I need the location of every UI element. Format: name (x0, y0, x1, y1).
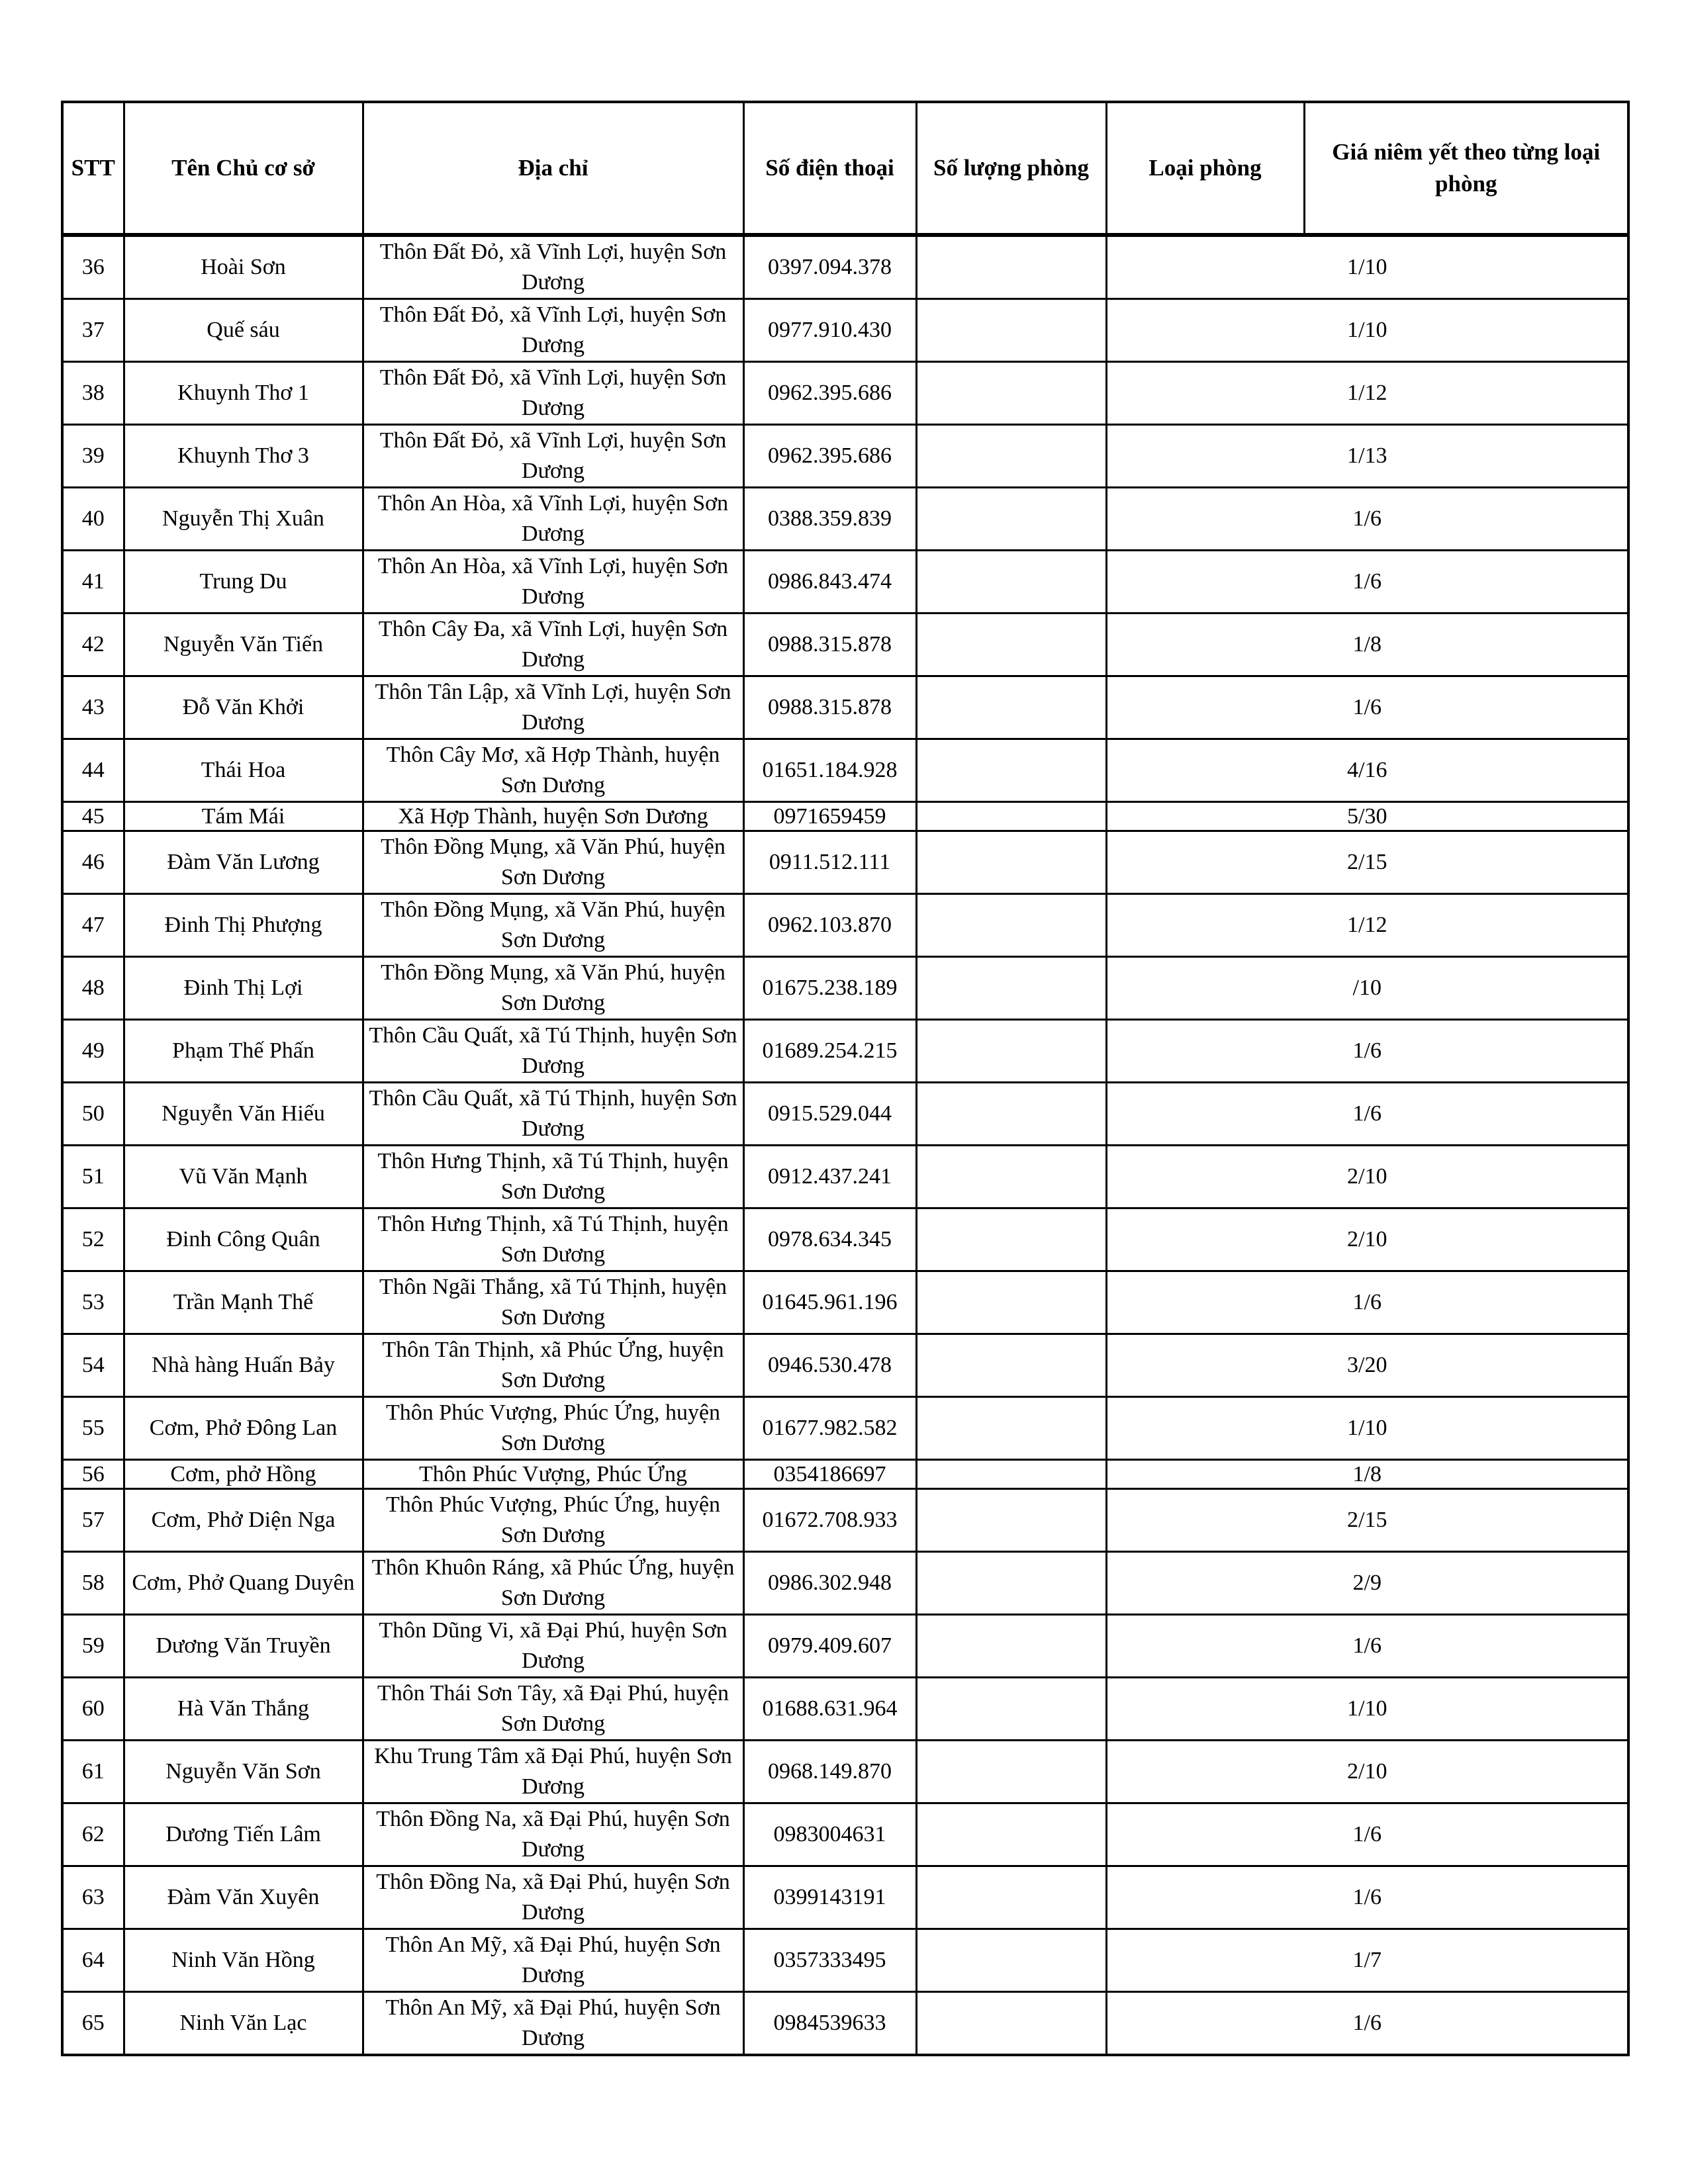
cell-room-count (916, 1678, 1106, 1741)
cell-rooms-price: 1/6 (1106, 551, 1628, 614)
table-row (62, 551, 1628, 614)
cell-address: Thôn An Hòa, xã Vĩnh Lợi, huyện Sơn Dương (363, 488, 743, 551)
cell-owner: Nguyễn Văn Tiến (124, 614, 363, 676)
cell-rooms-price: 1/6 (1106, 1271, 1628, 1334)
cell-rooms-price: 1/6 (1106, 1020, 1628, 1083)
cell-address: Thôn Thái Sơn Tây, xã Đại Phú, huyện Sơn Dương (363, 1678, 743, 1741)
cell-address: Thôn Tân Lập, xã Vĩnh Lợi, huyện Sơn Dương (363, 676, 743, 739)
cell-room-count (916, 802, 1106, 831)
cell-stt: 63 (62, 1866, 124, 1929)
cell-rooms-price: 2/10 (1106, 1208, 1628, 1271)
cell-room-count (916, 831, 1106, 894)
table-row (62, 1741, 1628, 1803)
cell-room-count (916, 362, 1106, 425)
cell-address: Thôn An Mỹ, xã Đại Phú, huyện Sơn Dương (363, 1929, 743, 1992)
cell-address: Thôn Đồng Mụng, xã Văn Phú, huyện Sơn Dương (363, 831, 743, 894)
cell-address: Thôn Đất Đỏ, xã Vĩnh Lợi, huyện Sơn Dương (363, 425, 743, 488)
cell-owner: Ninh Văn Lạc (124, 1992, 363, 2056)
cell-room-count (916, 1866, 1106, 1929)
header-room-count: Số lượng phòng (916, 102, 1106, 235)
cell-owner: Trung Du (124, 551, 363, 614)
cell-stt: 50 (62, 1083, 124, 1146)
cell-owner: Dương Văn Truyền (124, 1615, 363, 1678)
cell-stt: 36 (62, 235, 124, 299)
cell-room-count (916, 1489, 1106, 1552)
table-row (62, 1020, 1628, 1083)
cell-owner: Thái Hoa (124, 739, 363, 802)
table-row (62, 614, 1628, 676)
cell-owner: Tám Mái (124, 802, 363, 831)
cell-phone: 0399143191 (743, 1866, 916, 1929)
accommodation-table (61, 101, 1630, 2056)
cell-owner: Vũ Văn Mạnh (124, 1146, 363, 1208)
table-row (62, 831, 1628, 894)
cell-room-count (916, 676, 1106, 739)
cell-owner: Trần Mạnh Thế (124, 1271, 363, 1334)
cell-phone: 0354186697 (743, 1460, 916, 1489)
cell-phone: 0988.315.878 (743, 676, 916, 739)
cell-room-count (916, 1741, 1106, 1803)
cell-phone: 0979.409.607 (743, 1615, 916, 1678)
cell-stt: 39 (62, 425, 124, 488)
cell-stt: 55 (62, 1397, 124, 1460)
cell-room-count (916, 1615, 1106, 1678)
header-stt: STT (62, 102, 124, 235)
cell-owner: Đinh Thị Lợi (124, 957, 363, 1020)
cell-room-count (916, 1083, 1106, 1146)
table-row (62, 1678, 1628, 1741)
cell-rooms-price: /10 (1106, 957, 1628, 1020)
cell-owner: Phạm Thế Phấn (124, 1020, 363, 1083)
cell-room-count (916, 235, 1106, 299)
cell-rooms-price: 3/20 (1106, 1334, 1628, 1397)
table-row (62, 1460, 1628, 1489)
cell-rooms-price: 1/10 (1106, 299, 1628, 362)
cell-stt: 57 (62, 1489, 124, 1552)
cell-room-count (916, 1992, 1106, 2056)
cell-stt: 53 (62, 1271, 124, 1334)
cell-stt: 61 (62, 1741, 124, 1803)
cell-owner: Cơm, Phở Quang Duyên (124, 1552, 363, 1615)
cell-address: Thôn Đồng Mụng, xã Văn Phú, huyện Sơn Dương (363, 957, 743, 1020)
cell-stt: 41 (62, 551, 124, 614)
cell-room-count (916, 1552, 1106, 1615)
table-row (62, 802, 1628, 831)
cell-room-count (916, 1208, 1106, 1271)
cell-address: Thôn Cây Mơ, xã Hợp Thành, huyện Sơn Dương (363, 739, 743, 802)
cell-owner: Đỗ Văn Khởi (124, 676, 363, 739)
cell-room-count (916, 1803, 1106, 1866)
cell-phone: 01688.631.964 (743, 1678, 916, 1741)
cell-room-count (916, 1146, 1106, 1208)
cell-room-count (916, 488, 1106, 551)
cell-address: Thôn Cầu Quất, xã Tú Thịnh, huyện Sơn Dương (363, 1020, 743, 1083)
cell-phone: 01675.238.189 (743, 957, 916, 1020)
cell-owner: Nhà hàng Huấn Bảy (124, 1334, 363, 1397)
cell-address: Thôn Cầu Quất, xã Tú Thịnh, huyện Sơn Dương (363, 1083, 743, 1146)
cell-rooms-price: 1/6 (1106, 1803, 1628, 1866)
cell-phone: 0984539633 (743, 1992, 916, 2056)
table-row (62, 425, 1628, 488)
cell-owner: Nguyễn Văn Hiếu (124, 1083, 363, 1146)
cell-address: Thôn Phúc Vượng, Phúc Ứng, huyện Sơn Dương (363, 1397, 743, 1460)
cell-owner: Khuynh Thơ 1 (124, 362, 363, 425)
cell-phone: 0397.094.378 (743, 235, 916, 299)
cell-room-count (916, 1020, 1106, 1083)
cell-phone: 0912.437.241 (743, 1146, 916, 1208)
cell-rooms-price: 2/15 (1106, 831, 1628, 894)
cell-room-count (916, 614, 1106, 676)
cell-stt: 59 (62, 1615, 124, 1678)
cell-rooms-price: 1/6 (1106, 1866, 1628, 1929)
cell-address: Thôn Hưng Thịnh, xã Tú Thịnh, huyện Sơn Dương (363, 1208, 743, 1271)
cell-address: Khu Trung Tâm xã Đại Phú, huyện Sơn Dương (363, 1741, 743, 1803)
cell-rooms-price: 1/7 (1106, 1929, 1628, 1992)
cell-phone: 0962.103.870 (743, 894, 916, 957)
cell-rooms-price: 1/6 (1106, 1615, 1628, 1678)
cell-stt: 46 (62, 831, 124, 894)
cell-owner: Khuynh Thơ 3 (124, 425, 363, 488)
header-phone: Số điện thoại (743, 102, 916, 235)
cell-owner: Cơm, Phở Đông Lan (124, 1397, 363, 1460)
table-row (62, 1397, 1628, 1460)
table-row (62, 362, 1628, 425)
cell-address: Thôn Hưng Thịnh, xã Tú Thịnh, huyện Sơn Dương (363, 1146, 743, 1208)
table-row (62, 1083, 1628, 1146)
cell-stt: 42 (62, 614, 124, 676)
cell-address: Thôn Phúc Vượng, Phúc Ứng, huyện Sơn Dương (363, 1489, 743, 1552)
cell-rooms-price: 2/9 (1106, 1552, 1628, 1615)
cell-room-count (916, 894, 1106, 957)
cell-stt: 64 (62, 1929, 124, 1992)
cell-phone: 0962.395.686 (743, 362, 916, 425)
table-row (62, 1208, 1628, 1271)
cell-address: Thôn Đất Đỏ, xã Vĩnh Lợi, huyện Sơn Dương (363, 235, 743, 299)
cell-owner: Cơm, Phở Diện Nga (124, 1489, 363, 1552)
cell-rooms-price: 5/30 (1106, 802, 1628, 831)
cell-room-count (916, 551, 1106, 614)
table-row (62, 1803, 1628, 1866)
cell-rooms-price: 1/10 (1106, 235, 1628, 299)
cell-owner: Đàm Văn Xuyên (124, 1866, 363, 1929)
cell-phone: 01645.961.196 (743, 1271, 916, 1334)
cell-phone: 0968.149.870 (743, 1741, 916, 1803)
header-listed-price: Giá niêm yết theo từng loại phòng (1304, 102, 1628, 235)
cell-room-count (916, 299, 1106, 362)
cell-rooms-price: 1/6 (1106, 1083, 1628, 1146)
table-row (62, 299, 1628, 362)
cell-phone: 0986.843.474 (743, 551, 916, 614)
table-row (62, 676, 1628, 739)
cell-phone: 0977.910.430 (743, 299, 916, 362)
cell-phone: 0911.512.111 (743, 831, 916, 894)
cell-room-count (916, 425, 1106, 488)
cell-stt: 40 (62, 488, 124, 551)
cell-address: Thôn An Mỹ, xã Đại Phú, huyện Sơn Dương (363, 1992, 743, 2056)
cell-rooms-price: 1/13 (1106, 425, 1628, 488)
cell-room-count (916, 1460, 1106, 1489)
cell-address: Thôn Đồng Na, xã Đại Phú, huyện Sơn Dương (363, 1803, 743, 1866)
cell-rooms-price: 1/10 (1106, 1397, 1628, 1460)
table-row (62, 488, 1628, 551)
table-row (62, 1146, 1628, 1208)
table-row (62, 1489, 1628, 1552)
cell-stt: 47 (62, 894, 124, 957)
cell-stt: 43 (62, 676, 124, 739)
table-row (62, 235, 1628, 299)
cell-owner: Đàm Văn Lương (124, 831, 363, 894)
cell-address: Thôn An Hòa, xã Vĩnh Lợi, huyện Sơn Dương (363, 551, 743, 614)
cell-address: Thôn Phúc Vượng, Phúc Ứng (363, 1460, 743, 1489)
cell-phone: 0971659459 (743, 802, 916, 831)
cell-phone: 0946.530.478 (743, 1334, 916, 1397)
cell-rooms-price: 4/16 (1106, 739, 1628, 802)
cell-phone: 01677.982.582 (743, 1397, 916, 1460)
header-room-type: Loại phòng (1106, 102, 1304, 235)
cell-phone: 0915.529.044 (743, 1083, 916, 1146)
cell-owner: Ninh Văn Hồng (124, 1929, 363, 1992)
header-address: Địa chỉ (363, 102, 743, 235)
table-row (62, 1334, 1628, 1397)
cell-stt: 52 (62, 1208, 124, 1271)
cell-stt: 54 (62, 1334, 124, 1397)
cell-address: Thôn Tân Thịnh, xã Phúc Ứng, huyện Sơn Dương (363, 1334, 743, 1397)
cell-stt: 48 (62, 957, 124, 1020)
cell-stt: 56 (62, 1460, 124, 1489)
cell-rooms-price: 1/8 (1106, 614, 1628, 676)
cell-phone: 01672.708.933 (743, 1489, 916, 1552)
cell-rooms-price: 1/6 (1106, 488, 1628, 551)
table-row (62, 1992, 1628, 2056)
cell-owner: Nguyễn Văn Sơn (124, 1741, 363, 1803)
cell-owner: Quế sáu (124, 299, 363, 362)
cell-stt: 37 (62, 299, 124, 362)
cell-phone: 0986.302.948 (743, 1552, 916, 1615)
table-body (62, 235, 1628, 2055)
cell-room-count (916, 739, 1106, 802)
table-header-row (62, 102, 1628, 235)
cell-address: Thôn Đất Đỏ, xã Vĩnh Lợi, huyện Sơn Dương (363, 362, 743, 425)
cell-room-count (916, 1397, 1106, 1460)
cell-room-count (916, 957, 1106, 1020)
cell-rooms-price: 2/10 (1106, 1146, 1628, 1208)
cell-owner: Đinh Công Quân (124, 1208, 363, 1271)
cell-rooms-price: 1/10 (1106, 1678, 1628, 1741)
cell-address: Thôn Cây Đa, xã Vĩnh Lợi, huyện Sơn Dương (363, 614, 743, 676)
cell-room-count (916, 1334, 1106, 1397)
cell-stt: 65 (62, 1992, 124, 2056)
cell-phone: 01651.184.928 (743, 739, 916, 802)
cell-rooms-price: 1/6 (1106, 1992, 1628, 2056)
cell-phone: 0988.315.878 (743, 614, 916, 676)
cell-address: Thôn Dũng Vi, xã Đại Phú, huyện Sơn Dương (363, 1615, 743, 1678)
cell-address: Xã Hợp Thành, huyện Sơn Dương (363, 802, 743, 831)
table-row (62, 1866, 1628, 1929)
cell-stt: 44 (62, 739, 124, 802)
cell-owner: Dương Tiến Lâm (124, 1803, 363, 1866)
cell-owner: Hoài Sơn (124, 235, 363, 299)
cell-stt: 38 (62, 362, 124, 425)
cell-phone: 0357333495 (743, 1929, 916, 1992)
cell-room-count (916, 1271, 1106, 1334)
cell-stt: 62 (62, 1803, 124, 1866)
cell-owner: Đinh Thị Phượng (124, 894, 363, 957)
cell-address: Thôn Khuôn Ráng, xã Phúc Ứng, huyện Sơn Dương (363, 1552, 743, 1615)
cell-phone: 01689.254.215 (743, 1020, 916, 1083)
cell-stt: 51 (62, 1146, 124, 1208)
cell-owner: Hà Văn Thắng (124, 1678, 363, 1741)
cell-address: Thôn Đất Đỏ, xã Vĩnh Lợi, huyện Sơn Dương (363, 299, 743, 362)
cell-rooms-price: 1/8 (1106, 1460, 1628, 1489)
table-row (62, 1615, 1628, 1678)
cell-stt: 49 (62, 1020, 124, 1083)
cell-phone: 0983004631 (743, 1803, 916, 1866)
cell-phone: 0978.634.345 (743, 1208, 916, 1271)
table-row (62, 1271, 1628, 1334)
table-row (62, 739, 1628, 802)
cell-rooms-price: 1/12 (1106, 362, 1628, 425)
cell-rooms-price: 1/12 (1106, 894, 1628, 957)
cell-stt: 45 (62, 802, 124, 831)
cell-stt: 60 (62, 1678, 124, 1741)
cell-stt: 58 (62, 1552, 124, 1615)
cell-owner: Cơm, phở Hồng (124, 1460, 363, 1489)
cell-address: Thôn Đồng Mụng, xã Văn Phú, huyện Sơn Dương (363, 894, 743, 957)
cell-rooms-price: 2/15 (1106, 1489, 1628, 1552)
cell-phone: 0962.395.686 (743, 425, 916, 488)
table-row (62, 957, 1628, 1020)
header-owner: Tên Chủ cơ sở (124, 102, 363, 235)
cell-address: Thôn Ngãi Thắng, xã Tú Thịnh, huyện Sơn Dương (363, 1271, 743, 1334)
cell-phone: 0388.359.839 (743, 488, 916, 551)
cell-rooms-price: 1/6 (1106, 676, 1628, 739)
cell-room-count (916, 1929, 1106, 1992)
table-row (62, 894, 1628, 957)
cell-owner: Nguyễn Thị Xuân (124, 488, 363, 551)
cell-rooms-price: 2/10 (1106, 1741, 1628, 1803)
table-row (62, 1929, 1628, 1992)
cell-address: Thôn Đồng Na, xã Đại Phú, huyện Sơn Dương (363, 1866, 743, 1929)
table-row (62, 1552, 1628, 1615)
